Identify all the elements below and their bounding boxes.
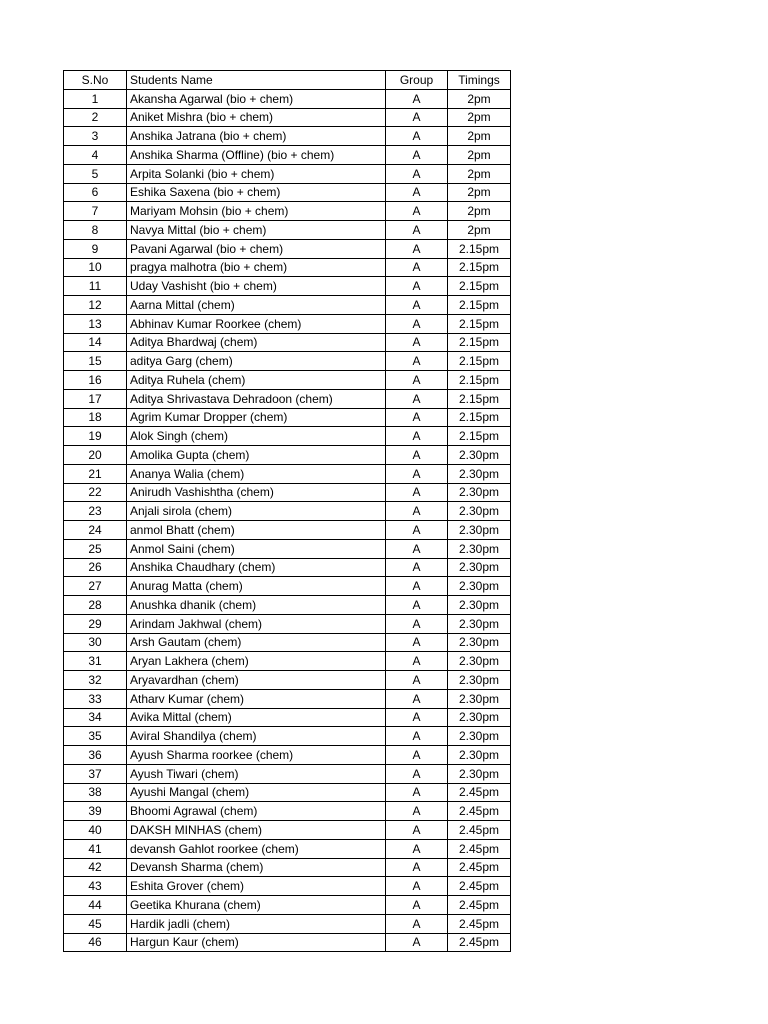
table-row	[64, 914, 511, 933]
row-student-name: aditya Garg (chem)	[127, 352, 386, 371]
row-student-name: Pavani Agarwal (bio + chem)	[127, 239, 386, 258]
header-students-name: Students Name	[127, 71, 386, 90]
row-student-name: Devansh Sharma (chem)	[127, 858, 386, 877]
row-sno: 6	[64, 183, 127, 202]
row-group: A	[386, 577, 448, 596]
row-timing: 2.30pm	[448, 689, 511, 708]
row-sno: 11	[64, 277, 127, 296]
table-row	[64, 427, 511, 446]
row-group: A	[386, 671, 448, 690]
table-row	[64, 464, 511, 483]
row-group: A	[386, 839, 448, 858]
row-group: A	[386, 596, 448, 615]
row-sno: 39	[64, 802, 127, 821]
row-sno: 35	[64, 727, 127, 746]
students-table	[63, 70, 511, 952]
table-row	[64, 371, 511, 390]
row-group: A	[386, 296, 448, 315]
row-group: A	[386, 389, 448, 408]
row-student-name: DAKSH MINHAS (chem)	[127, 821, 386, 840]
row-group: A	[386, 483, 448, 502]
row-timing: 2.45pm	[448, 896, 511, 915]
row-timing: 2.30pm	[448, 671, 511, 690]
row-student-name: Anmol Saini (chem)	[127, 539, 386, 558]
row-timing: 2.15pm	[448, 371, 511, 390]
row-timing: 2.15pm	[448, 389, 511, 408]
row-student-name: Aviral Shandilya (chem)	[127, 727, 386, 746]
row-group: A	[386, 708, 448, 727]
row-group: A	[386, 764, 448, 783]
row-timing: 2.30pm	[448, 521, 511, 540]
row-timing: 2.30pm	[448, 746, 511, 765]
row-sno: 37	[64, 764, 127, 783]
row-student-name: Ayushi Mangal (chem)	[127, 783, 386, 802]
row-group: A	[386, 314, 448, 333]
row-group: A	[386, 258, 448, 277]
table-row	[64, 127, 511, 146]
row-group: A	[386, 464, 448, 483]
row-group: A	[386, 652, 448, 671]
row-student-name: Ayush Sharma roorkee (chem)	[127, 746, 386, 765]
row-sno: 4	[64, 146, 127, 165]
row-sno: 16	[64, 371, 127, 390]
row-student-name: Anshika Sharma (Offline) (bio + chem)	[127, 146, 386, 165]
row-sno: 32	[64, 671, 127, 690]
row-timing: 2pm	[448, 202, 511, 221]
row-sno: 26	[64, 558, 127, 577]
row-group: A	[386, 783, 448, 802]
row-timing: 2.30pm	[448, 614, 511, 633]
table-row	[64, 596, 511, 615]
table-row	[64, 221, 511, 240]
row-group: A	[386, 277, 448, 296]
row-student-name: pragya malhotra (bio + chem)	[127, 258, 386, 277]
row-timing: 2pm	[448, 183, 511, 202]
row-group: A	[386, 746, 448, 765]
row-student-name: Alok Singh (chem)	[127, 427, 386, 446]
row-student-name: Avika Mittal (chem)	[127, 708, 386, 727]
row-student-name: Aryavardhan (chem)	[127, 671, 386, 690]
table-row	[64, 521, 511, 540]
row-student-name: Agrim Kumar Dropper (chem)	[127, 408, 386, 427]
row-group: A	[386, 877, 448, 896]
row-student-name: anmol Bhatt (chem)	[127, 521, 386, 540]
table-row	[64, 352, 511, 371]
row-group: A	[386, 164, 448, 183]
row-timing: 2pm	[448, 221, 511, 240]
table-row	[64, 746, 511, 765]
row-group: A	[386, 802, 448, 821]
table-row	[64, 333, 511, 352]
row-group: A	[386, 914, 448, 933]
table-row	[64, 877, 511, 896]
table-row	[64, 89, 511, 108]
row-sno: 25	[64, 539, 127, 558]
row-group: A	[386, 427, 448, 446]
row-sno: 36	[64, 746, 127, 765]
row-student-name: Ayush Tiwari (chem)	[127, 764, 386, 783]
row-timing: 2.45pm	[448, 821, 511, 840]
row-sno: 29	[64, 614, 127, 633]
row-student-name: Aniket Mishra (bio + chem)	[127, 108, 386, 127]
row-sno: 23	[64, 502, 127, 521]
row-timing: 2.45pm	[448, 839, 511, 858]
header-group: Group	[386, 71, 448, 90]
row-student-name: Arsh Gautam (chem)	[127, 633, 386, 652]
table-row	[64, 108, 511, 127]
table-row	[64, 183, 511, 202]
row-student-name: Anjali sirola (chem)	[127, 502, 386, 521]
row-group: A	[386, 539, 448, 558]
row-student-name: Aryan Lakhera (chem)	[127, 652, 386, 671]
table-header-row	[64, 71, 511, 90]
row-timing: 2.30pm	[448, 764, 511, 783]
row-group: A	[386, 221, 448, 240]
row-sno: 42	[64, 858, 127, 877]
table-row	[64, 146, 511, 165]
row-timing: 2.30pm	[448, 446, 511, 465]
row-sno: 14	[64, 333, 127, 352]
table-row	[64, 689, 511, 708]
row-group: A	[386, 614, 448, 633]
table-row	[64, 483, 511, 502]
table-row	[64, 577, 511, 596]
row-student-name: Aditya Shrivastava Dehradoon (chem)	[127, 389, 386, 408]
row-student-name: Eshika Saxena (bio + chem)	[127, 183, 386, 202]
row-sno: 8	[64, 221, 127, 240]
row-sno: 46	[64, 933, 127, 952]
row-sno: 2	[64, 108, 127, 127]
row-sno: 22	[64, 483, 127, 502]
row-student-name: Hardik jadli (chem)	[127, 914, 386, 933]
row-timing: 2.15pm	[448, 408, 511, 427]
row-sno: 21	[64, 464, 127, 483]
table-row	[64, 539, 511, 558]
table-row	[64, 446, 511, 465]
row-sno: 28	[64, 596, 127, 615]
row-sno: 20	[64, 446, 127, 465]
row-sno: 7	[64, 202, 127, 221]
table-row	[64, 802, 511, 821]
table-row	[64, 727, 511, 746]
row-timing: 2.45pm	[448, 858, 511, 877]
table-row	[64, 502, 511, 521]
row-timing: 2.30pm	[448, 483, 511, 502]
row-timing: 2.30pm	[448, 633, 511, 652]
row-group: A	[386, 352, 448, 371]
row-student-name: Atharv Kumar (chem)	[127, 689, 386, 708]
row-timing: 2.30pm	[448, 558, 511, 577]
row-group: A	[386, 858, 448, 877]
header-sno: S.No	[64, 71, 127, 90]
table-row	[64, 296, 511, 315]
row-group: A	[386, 333, 448, 352]
row-timing: 2.45pm	[448, 877, 511, 896]
row-timing: 2.15pm	[448, 258, 511, 277]
row-student-name: Abhinav Kumar Roorkee (chem)	[127, 314, 386, 333]
table-row	[64, 708, 511, 727]
table-row	[64, 633, 511, 652]
row-timing: 2pm	[448, 89, 511, 108]
row-sno: 43	[64, 877, 127, 896]
table-row	[64, 202, 511, 221]
row-group: A	[386, 521, 448, 540]
row-group: A	[386, 89, 448, 108]
row-group: A	[386, 239, 448, 258]
row-student-name: Akansha Agarwal (bio + chem)	[127, 89, 386, 108]
row-timing: 2.45pm	[448, 783, 511, 802]
table-row	[64, 764, 511, 783]
row-timing: 2.15pm	[448, 333, 511, 352]
row-timing: 2.15pm	[448, 239, 511, 258]
row-sno: 24	[64, 521, 127, 540]
row-student-name: Aditya Ruhela (chem)	[127, 371, 386, 390]
row-sno: 31	[64, 652, 127, 671]
row-sno: 33	[64, 689, 127, 708]
row-timing: 2.30pm	[448, 539, 511, 558]
row-sno: 9	[64, 239, 127, 258]
row-sno: 10	[64, 258, 127, 277]
table-row	[64, 164, 511, 183]
row-timing: 2.30pm	[448, 596, 511, 615]
table-row	[64, 821, 511, 840]
row-timing: 2.30pm	[448, 652, 511, 671]
table-row	[64, 839, 511, 858]
row-timing: 2.30pm	[448, 708, 511, 727]
row-student-name: Anirudh Vashishtha (chem)	[127, 483, 386, 502]
row-sno: 27	[64, 577, 127, 596]
row-sno: 3	[64, 127, 127, 146]
row-student-name: Navya Mittal (bio + chem)	[127, 221, 386, 240]
row-group: A	[386, 108, 448, 127]
row-timing: 2.30pm	[448, 502, 511, 521]
row-sno: 30	[64, 633, 127, 652]
row-student-name: Hargun Kaur (chem)	[127, 933, 386, 952]
row-group: A	[386, 502, 448, 521]
row-sno: 44	[64, 896, 127, 915]
row-timing: 2pm	[448, 108, 511, 127]
row-sno: 40	[64, 821, 127, 840]
row-group: A	[386, 933, 448, 952]
table-row	[64, 558, 511, 577]
row-sno: 34	[64, 708, 127, 727]
row-sno: 12	[64, 296, 127, 315]
row-student-name: Amolika Gupta (chem)	[127, 446, 386, 465]
table-row	[64, 933, 511, 952]
row-group: A	[386, 146, 448, 165]
table-body	[64, 89, 511, 952]
row-sno: 18	[64, 408, 127, 427]
row-student-name: Anushka dhanik (chem)	[127, 596, 386, 615]
row-student-name: Anshika Chaudhary (chem)	[127, 558, 386, 577]
table-row	[64, 652, 511, 671]
row-sno: 13	[64, 314, 127, 333]
row-student-name: Geetika Khurana (chem)	[127, 896, 386, 915]
row-student-name: Aditya Bhardwaj (chem)	[127, 333, 386, 352]
row-student-name: devansh Gahlot roorkee (chem)	[127, 839, 386, 858]
row-student-name: Ananya Walia (chem)	[127, 464, 386, 483]
row-sno: 38	[64, 783, 127, 802]
row-timing: 2.15pm	[448, 277, 511, 296]
row-student-name: Arindam Jakhwal (chem)	[127, 614, 386, 633]
row-student-name: Anshika Jatrana (bio + chem)	[127, 127, 386, 146]
row-group: A	[386, 689, 448, 708]
row-timing: 2pm	[448, 146, 511, 165]
table-row	[64, 614, 511, 633]
row-timing: 2pm	[448, 164, 511, 183]
row-group: A	[386, 727, 448, 746]
row-student-name: Anurag Matta (chem)	[127, 577, 386, 596]
row-group: A	[386, 127, 448, 146]
row-group: A	[386, 896, 448, 915]
row-timing: 2.30pm	[448, 464, 511, 483]
row-student-name: Arpita Solanki (bio + chem)	[127, 164, 386, 183]
row-sno: 15	[64, 352, 127, 371]
row-group: A	[386, 371, 448, 390]
row-timing: 2.30pm	[448, 727, 511, 746]
table-row	[64, 314, 511, 333]
row-sno: 19	[64, 427, 127, 446]
row-timing: 2.15pm	[448, 296, 511, 315]
table-row	[64, 671, 511, 690]
row-sno: 41	[64, 839, 127, 858]
row-timing: 2.15pm	[448, 427, 511, 446]
row-sno: 5	[64, 164, 127, 183]
row-sno: 45	[64, 914, 127, 933]
row-timing: 2.45pm	[448, 933, 511, 952]
row-sno: 17	[64, 389, 127, 408]
row-group: A	[386, 183, 448, 202]
row-group: A	[386, 821, 448, 840]
row-student-name: Uday Vashisht (bio + chem)	[127, 277, 386, 296]
row-student-name: Mariyam Mohsin (bio + chem)	[127, 202, 386, 221]
row-timing: 2pm	[448, 127, 511, 146]
row-student-name: Bhoomi Agrawal (chem)	[127, 802, 386, 821]
table-row	[64, 896, 511, 915]
row-timing: 2.15pm	[448, 352, 511, 371]
table-row	[64, 277, 511, 296]
row-group: A	[386, 633, 448, 652]
row-sno: 1	[64, 89, 127, 108]
row-group: A	[386, 446, 448, 465]
table-row	[64, 408, 511, 427]
table-row	[64, 258, 511, 277]
row-timing: 2.30pm	[448, 577, 511, 596]
table-row	[64, 783, 511, 802]
row-student-name: Eshita Grover (chem)	[127, 877, 386, 896]
header-timings: Timings	[448, 71, 511, 90]
row-timing: 2.45pm	[448, 802, 511, 821]
row-timing: 2.15pm	[448, 314, 511, 333]
row-group: A	[386, 558, 448, 577]
row-student-name: Aarna Mittal (chem)	[127, 296, 386, 315]
table-row	[64, 858, 511, 877]
row-group: A	[386, 408, 448, 427]
table-row	[64, 239, 511, 258]
table-row	[64, 389, 511, 408]
row-group: A	[386, 202, 448, 221]
row-timing: 2.45pm	[448, 914, 511, 933]
